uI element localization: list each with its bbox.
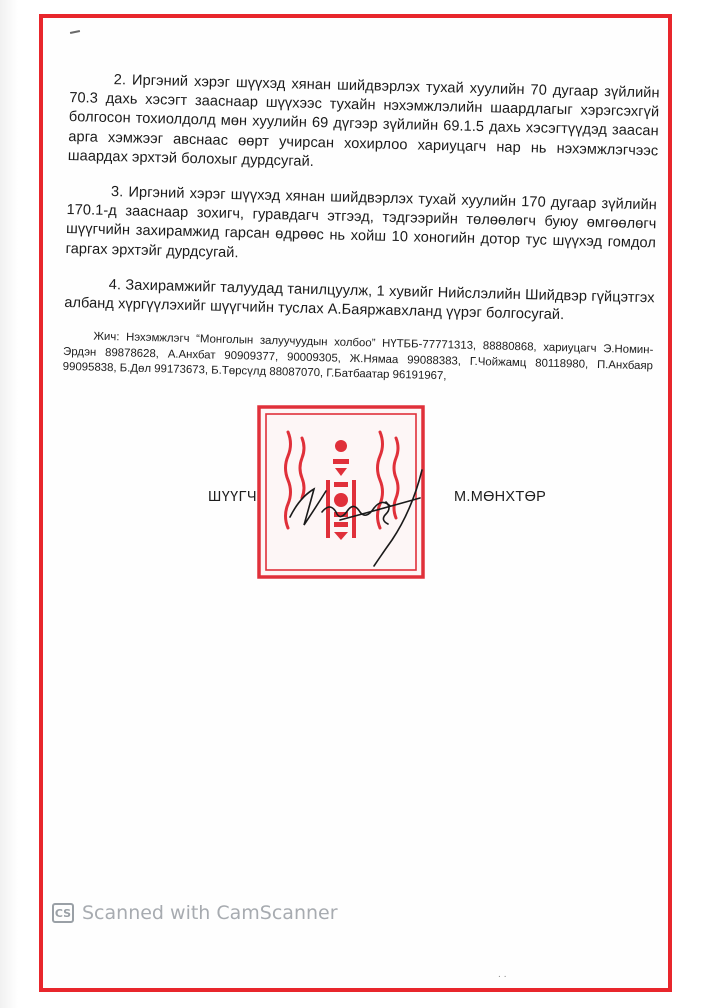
judge-title: ШҮҮГЧ — [208, 489, 257, 505]
paragraph-4: 4. Захирамжийг талуудад танилцуулж, 1 хувийг Нийслэлийн Шийдвэр гүйцэтгэх албанд хүргүүлэхийг шүүгчийн туслах А.Баяржавхланд үүрэг болгосугай. — [64, 276, 655, 324]
signature-line — [208, 489, 568, 519]
camscanner-text: Scanned with CamScanner — [82, 902, 338, 924]
document-body — [63, 70, 660, 390]
scan-edge-shadow — [0, 0, 18, 1008]
paragraph-2: 2. Иргэний хэрэг шүүхэд хянан шийдвэрлэх тухай хуулийн 70 дугаар зүйлийн 70.3 дахь хэсэгт зааснаар шүүхээс тухайн нэхэмжлэлийн шаардлагыг хэрэгсэхгүй болгосон тохиолдолд мөн хуулийн 69 дүгээр зүйлийн 69.1.5 дахь хэсэгтүүдэд заасан арга хэмжээг авснаас өөрт учирсан хохирлоо хариуцагч нар нь нэхэмжлэгчээс шаардах эрхтэй болохыг дурдсугай. — [67, 72, 660, 170]
contact-note: Жич: Нэхэмжлэгч “Монголын залуучуудын холбоо” НҮТББ-77771313, 88880868, хариуцагч Э.Номин-Эрдэн 89878628, А.Анхбат 90909377, 90009305, Ж.Нямаа 99088383, Г.Чойжамц 80118980, П.Анхбаяр 99095838, Б.Дөл 99173673, Б.Төрсүлд 88087070, Г.Батбаатар 96191967, — [62, 330, 654, 383]
camscanner-logo-icon: CS — [52, 903, 74, 923]
paragraph-3: 3. Иргэний хэрэг шүүхэд хянан шийдвэрлэх тухай хуулийн 170 дугаар зүйлийн 170.1-д зааснаар зохигч, гуравдагч этгээд, тэдгээрийн төлөөлөгч буюу өмгөөлөгч шүүгчийн захирамжид гарсан өдрөөс нь хойш 10 хоногийн дотор тус шүүхэд гомдол гаргах эрхтэйг дурдсугай. — [65, 184, 658, 261]
camscanner-watermark — [52, 900, 338, 926]
page-footer-marks: .. — [498, 969, 510, 980]
judge-name: М.МӨНХТӨР — [454, 489, 547, 505]
